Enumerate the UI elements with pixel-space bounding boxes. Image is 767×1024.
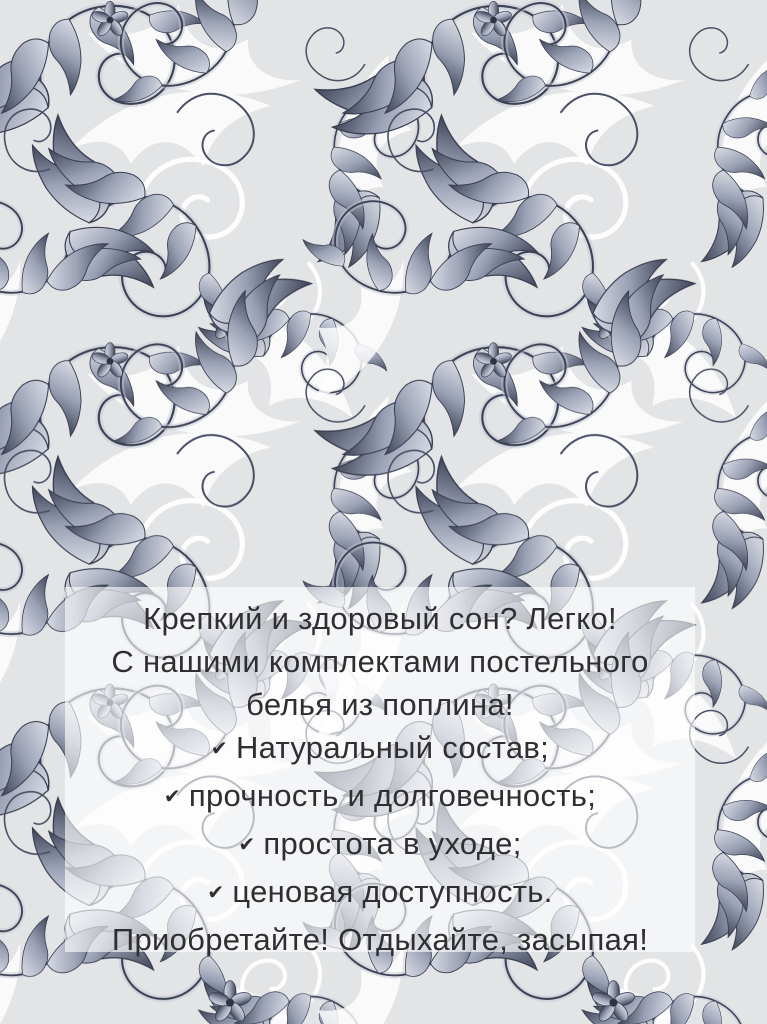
closing-line: Приобретайте! Отдыхайте, засыпая! — [111, 922, 649, 957]
bullet-text-1: Натуральный состав; — [235, 730, 550, 765]
bullet-text-3: простота в уходе; — [263, 826, 522, 861]
bullet-text-4: ценовая доступность. — [232, 874, 553, 909]
bullet-line-4 — [65, 870, 695, 918]
promo-text-panel — [65, 587, 695, 957]
check-icon: ✔ — [238, 834, 256, 856]
bullet-text-2: прочность и долговечность; — [188, 778, 597, 813]
headline-line-3: белья из поплина! — [246, 687, 514, 722]
check-icon: ✔ — [163, 786, 181, 808]
headline-line-1: Крепкий и здоровый сон? Легко! — [143, 601, 617, 636]
bullet-line-1 — [65, 726, 695, 774]
bullet-line-3 — [65, 822, 695, 870]
check-icon: ✔ — [210, 738, 228, 760]
headline-line-2: С нашими комплектами постельного — [111, 644, 649, 679]
bullet-line-2 — [65, 774, 695, 822]
check-icon: ✔ — [207, 882, 225, 904]
